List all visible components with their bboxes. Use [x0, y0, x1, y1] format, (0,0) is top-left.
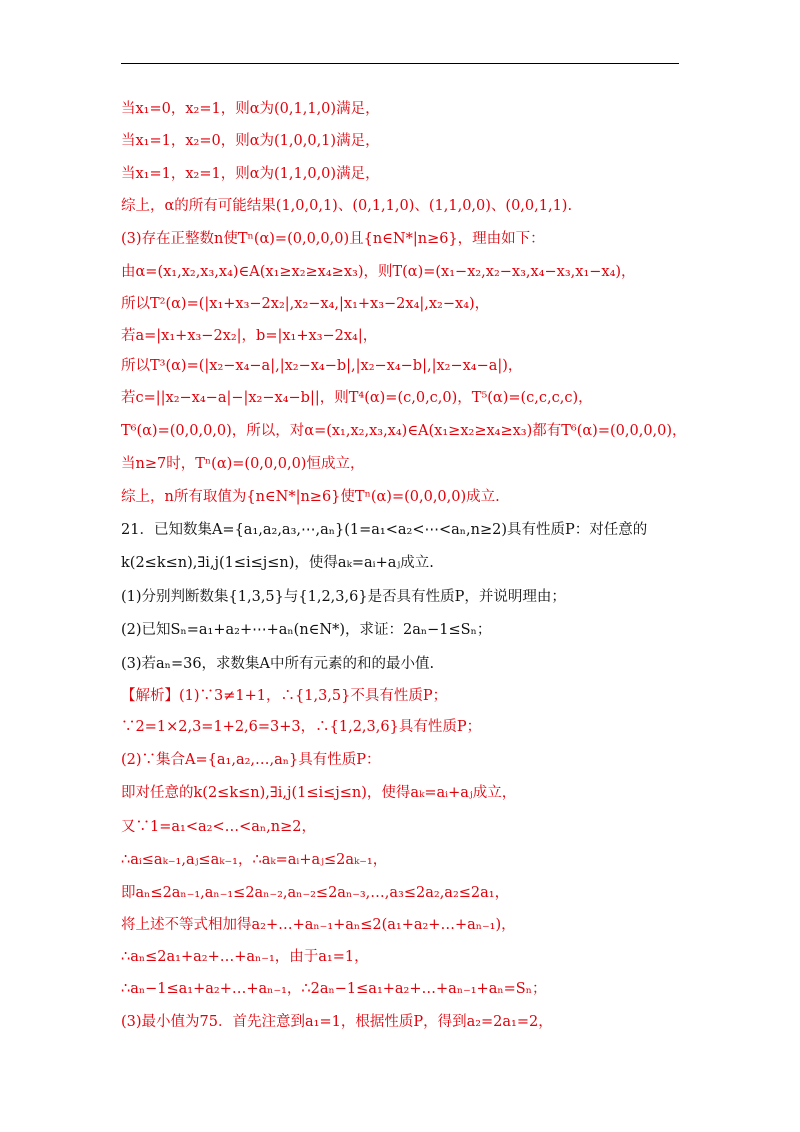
text-line: 若c=||x₂−x₄−a|−|x₂−x₄−b||，则T⁴(α)=(c,0,c,0)，T⁵(α)=(c,c,c,c)， — [121, 390, 593, 406]
text-line: 又∵1=a₁<a₂<…<aₙ,n≥2， — [121, 819, 316, 835]
problem-part-3: (3)若aₙ=36，求数集A中所有元素的和的最小值. — [121, 656, 435, 672]
text-line: (3)最小值为75．首先注意到a₁=1，根据性质P，得到a₂=2a₁=2， — [121, 1014, 553, 1030]
text-line: 即对任意的k(2≤k≤n),∃i,j(1≤i≤j≤n)，使得aₖ=aᵢ+aⱼ成立， — [121, 785, 517, 801]
text-line: T⁶(α)=(0,0,0,0)，所以，对α=(x₁,x₂,x₃,x₄)∈A(x₁≥x₂≥x₄≥x₃)都有T⁶(α)=(0,0,0,0)， — [121, 423, 687, 439]
text-line: (2)∵集合A={a₁,a₂,…,aₙ}具有性质P： — [121, 752, 381, 768]
text-line: 当x₁=0，x₂=1，则α为(0,1,1,0)满足， — [121, 101, 380, 117]
text-line: 当x₁=1，x₂=0，则α为(1,0,0,1)满足， — [121, 133, 380, 149]
text-line: 综上，n所有取值为{n∈N*|n≥6}使Tⁿ(α)=(0,0,0,0)成立. — [121, 489, 500, 505]
text-line: 将上述不等式相加得a₂+…+aₙ₋₁+aₙ≤2(a₁+a₂+…+aₙ₋₁)， — [121, 917, 516, 933]
problem-part-1: (1)分别判断数集{1,3,5}与{1,2,3,6}是否具有性质P，并说明理由； — [121, 589, 566, 605]
text-line: 所以T²(α)=(|x₁+x₃−2x₂|,x₂−x₄,|x₁+x₃−2x₄|,x₂−x₄)， — [121, 296, 490, 312]
problem-statement: 21．已知数集A={a₁,a₂,a₃,⋯,aₙ}(1=a₁<a₂<⋯<aₙ,n≥2)具有性质P：对任意的 — [121, 522, 648, 538]
problem-statement: k(2≤k≤n),∃i,j(1≤i≤j≤n)，使得aₖ=aᵢ+aⱼ成立. — [121, 555, 434, 571]
text-line: 综上，α的所有可能结果(1,0,0,1)、(0,1,1,0)、(1,1,0,0)、(0,0,1,1). — [121, 198, 573, 214]
text-line: 即aₙ≤2aₙ₋₁,aₙ₋₁≤2aₙ₋₂,aₙ₋₂≤2aₙ₋₃,…,a₃≤2a₂,a₂≤2a₁， — [121, 885, 510, 901]
text-line: 所以T³(α)=(|x₂−x₄−a|,|x₂−x₄−b|,|x₂−x₄−b|,|x₂−x₄−a|)， — [121, 358, 523, 374]
solution-heading: 【解析】(1)∵3≠1+1，∴{1,3,5}不具有性质P； — [121, 688, 448, 704]
problem-part-2: (2)已知Sₙ=a₁+a₂+⋯+aₙ(n∈N*)，求证：2aₙ−1≤Sₙ； — [121, 622, 492, 638]
text-line: ∴aₙ−1≤a₁+a₂+…+aₙ₋₁，∴2aₙ−1≤a₁+a₂+…+aₙ₋₁+aₙ=Sₙ； — [121, 981, 547, 997]
header-rule — [121, 63, 679, 64]
text-line: ∴aₙ≤2a₁+a₂+…+aₙ₋₁，由于a₁=1， — [121, 949, 369, 965]
text-line: 当x₁=1，x₂=1，则α为(1,1,0,0)满足， — [121, 166, 380, 182]
text-line: 由α=(x₁,x₂,x₃,x₄)∈A(x₁≥x₂≥x₄≥x₃)，则T(α)=(x₁−x₂,x₂−x₃,x₄−x₃,x₁−x₄)， — [121, 264, 636, 280]
text-line: (3)存在正整数n使Tⁿ(α)=(0,0,0,0)且{n∈N*|n≥6}，理由如下： — [121, 231, 545, 247]
text-line: ∵2=1×2,3=1+2,6=3+3，∴{1,2,3,6}具有性质P； — [121, 719, 482, 735]
text-line: ∴aᵢ≤aₖ₋₁,aⱼ≤aₖ₋₁，∴aₖ=aᵢ+aⱼ≤2aₖ₋₁， — [121, 852, 388, 868]
text-line: 若a=|x₁+x₃−2x₂|，b=|x₁+x₃−2x₄|， — [121, 328, 378, 344]
text-line: 当n≥7时，Tⁿ(α)=(0,0,0,0)恒成立， — [121, 456, 365, 472]
